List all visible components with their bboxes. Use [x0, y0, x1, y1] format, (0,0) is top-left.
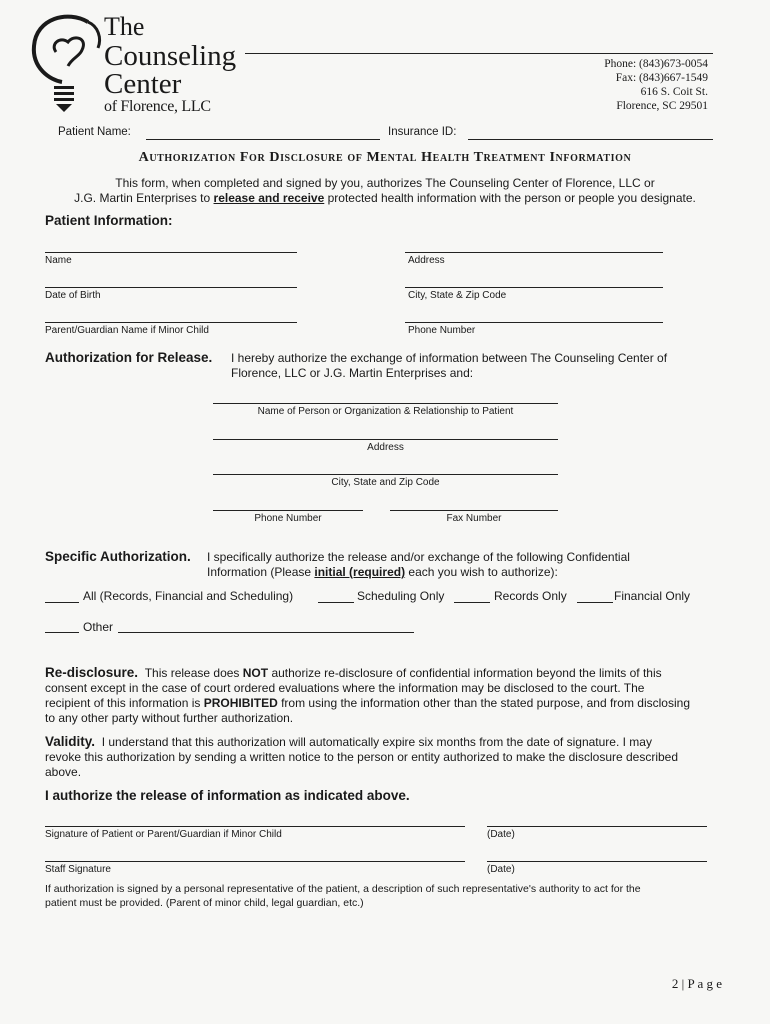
initial-records-line[interactable]	[454, 602, 490, 603]
contact-fax: Fax: (843)667-1549	[615, 72, 708, 84]
dob-line[interactable]	[45, 287, 297, 288]
release-city-line[interactable]	[213, 474, 558, 475]
release-fax-label: Fax Number	[446, 513, 502, 524]
patient-information-heading: Patient Information:	[45, 213, 173, 228]
patient-signature-label: Signature of Patient or Parent/Guardian if Minor Child	[45, 829, 282, 840]
form-title: Authorization For Disclosure of Mental Health Treatment Information	[138, 150, 632, 165]
logo-text-center: Center	[104, 68, 182, 100]
phone-label: Phone Number	[408, 325, 476, 336]
patient-signature-line[interactable]	[45, 826, 465, 827]
specific-text-2: Information (Please initial (required) each you wish to authorize):	[207, 565, 558, 579]
page-number: 2 | P a g e	[671, 976, 722, 991]
patient-date-label: (Date)	[487, 829, 515, 840]
logo-text-of-florence: of Florence, LLC	[104, 98, 211, 115]
guardian-label: Parent/Guardian Name if Minor Child	[45, 325, 209, 336]
guardian-line[interactable]	[45, 322, 297, 323]
initial-other-line[interactable]	[45, 632, 79, 633]
name-line[interactable]	[45, 252, 297, 253]
staff-signature-line[interactable]	[45, 861, 465, 862]
redisclosure-line-3: recipient of this information is PROHIBITED from using the information other than the stated purpose, and from disclosing	[45, 696, 690, 710]
initial-financial-line[interactable]	[577, 602, 613, 603]
option-all-label: All (Records, Financial and Scheduling)	[83, 589, 294, 603]
release-heading: Authorization for Release.	[45, 350, 213, 365]
redisclosure-line-1: Re-disclosure. This release does NOT authorize re-disclosure of confidential information beyond the limits of this	[45, 665, 662, 680]
address-label: Address	[408, 255, 445, 266]
release-text-1: I hereby authorize the exchange of information between The Counseling Center of	[231, 351, 668, 365]
counseling-center-logo-icon	[28, 8, 106, 114]
insurance-id-line[interactable]	[468, 139, 713, 140]
intro-line-1: This form, when completed and signed by you, authorizes The Counseling Center of Florence, LLC or	[115, 176, 655, 190]
city-state-zip-line[interactable]	[405, 287, 663, 288]
option-financial-label: Financial Only	[614, 589, 691, 603]
footnote-line-1: If authorization is signed by a personal representative of the patient, a description of such representative's authority to act for the	[45, 883, 641, 895]
patient-date-line[interactable]	[487, 826, 707, 827]
logo-text-counseling: Counseling	[104, 40, 237, 72]
release-text-2: Florence, LLC or J.G. Martin Enterprises and:	[231, 366, 474, 380]
specific-text-1: I specifically authorize the release and/or exchange of the following Confidential	[207, 550, 630, 564]
person-org-line[interactable]	[213, 403, 558, 404]
release-city-label: City, State and Zip Code	[331, 477, 440, 488]
city-state-zip-label: City, State & Zip Code	[408, 290, 507, 301]
validity-line-3: above.	[45, 765, 82, 779]
release-phone-label: Phone Number	[254, 513, 322, 524]
contact-phone: Phone: (843)673-0054	[604, 58, 708, 70]
release-address-line[interactable]	[213, 439, 558, 440]
header-rule	[245, 53, 713, 54]
option-scheduling-label: Scheduling Only	[357, 589, 445, 603]
name-label: Name	[45, 255, 72, 266]
dob-label: Date of Birth	[45, 290, 101, 301]
phone-line[interactable]	[405, 322, 663, 323]
validity-line-2: revoke this authorization by sending a written notice to the person or entity authorized to make the disclosure described	[45, 750, 679, 764]
release-address-label: Address	[367, 442, 404, 453]
authorize-statement: I authorize the release of information as indicated above.	[45, 788, 410, 803]
release-phone-line[interactable]	[213, 510, 363, 511]
initial-scheduling-line[interactable]	[318, 602, 354, 603]
intro-line-2: J.G. Martin Enterprises to release and receive protected health information with the person or people you designate.	[74, 191, 696, 205]
validity-line-1: Validity. I understand that this authorization will automatically expire six months from the date of signature. I may	[45, 734, 652, 749]
staff-date-line[interactable]	[487, 861, 707, 862]
redisclosure-line-2: consent except in the case of court ordered evaluations where the information may be disclosed to the court. The	[45, 681, 645, 695]
person-org-label: Name of Person or Organization & Relationship to Patient	[257, 406, 514, 417]
initial-all-line[interactable]	[45, 602, 79, 603]
patient-name-label: Patient Name:	[58, 126, 131, 138]
contact-city: Florence, SC 29501	[616, 100, 708, 112]
address-line[interactable]	[405, 252, 663, 253]
logo-text-the: The	[104, 12, 145, 41]
redisclosure-line-4: to any other party without further authorization.	[45, 711, 294, 725]
insurance-id-label: Insurance ID:	[388, 126, 457, 138]
option-other-label: Other	[83, 620, 114, 634]
option-records-label: Records Only	[494, 589, 567, 603]
specific-heading: Specific Authorization.	[45, 549, 191, 564]
release-fax-line[interactable]	[390, 510, 558, 511]
staff-date-label: (Date)	[487, 864, 515, 875]
other-description-line[interactable]	[118, 632, 414, 633]
patient-name-line[interactable]	[146, 139, 380, 140]
contact-street: 616 S. Coit St.	[640, 86, 708, 98]
footnote-line-2: patient must be provided. (Parent of minor child, legal guardian, etc.)	[45, 897, 364, 909]
staff-signature-label: Staff Signature	[45, 864, 111, 875]
